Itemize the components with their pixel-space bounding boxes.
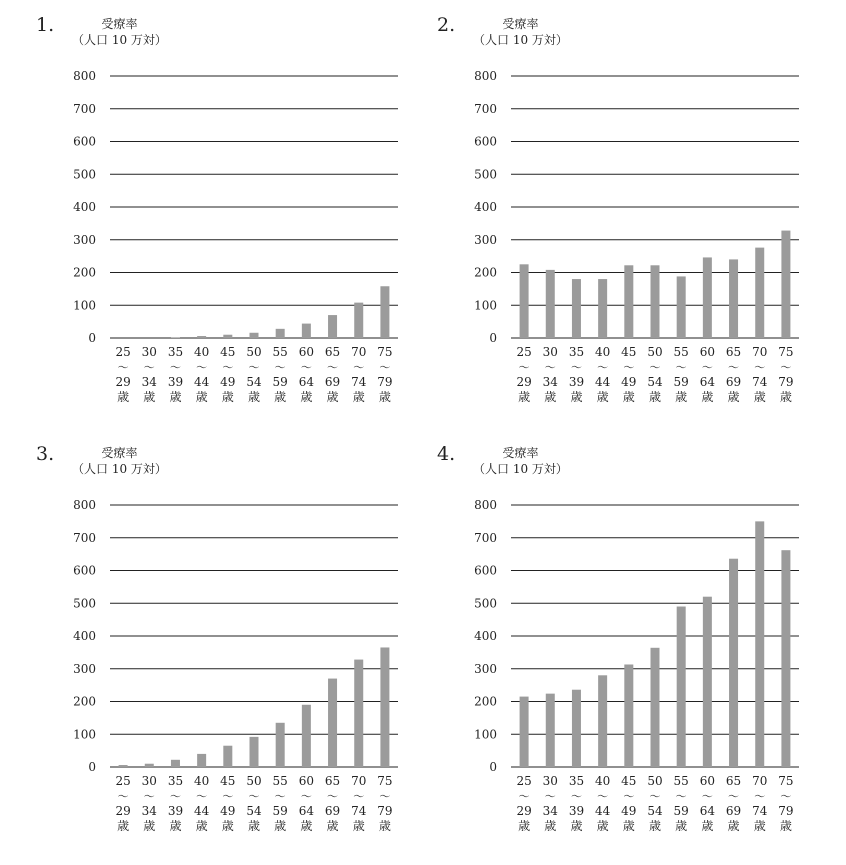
x-tick-label: 〜 bbox=[248, 790, 260, 803]
bar bbox=[276, 723, 285, 767]
bar bbox=[598, 675, 607, 767]
bar bbox=[651, 265, 660, 338]
y-tick-label: 300 bbox=[474, 232, 497, 247]
x-tick-label: 45 bbox=[621, 774, 637, 788]
x-tick-label: 49 bbox=[220, 375, 236, 389]
x-tick-label: 歳 bbox=[648, 819, 662, 833]
y-tick-label: 100 bbox=[474, 727, 497, 742]
bar bbox=[781, 231, 790, 338]
x-tick-label: 34 bbox=[141, 804, 157, 818]
x-tick-label: 74 bbox=[752, 804, 768, 818]
x-tick-label: 歳 bbox=[326, 390, 339, 404]
x-tick-label: 歳 bbox=[221, 390, 234, 404]
x-tick-label: 70 bbox=[351, 345, 367, 359]
bar bbox=[328, 679, 337, 767]
x-tick-label: 〜 bbox=[754, 790, 766, 803]
x-tick-label: 歳 bbox=[544, 390, 557, 404]
bar bbox=[729, 559, 738, 767]
x-tick-label: 49 bbox=[621, 375, 637, 389]
y-tick-label: 100 bbox=[73, 727, 96, 742]
x-tick-label: 70 bbox=[752, 345, 768, 359]
x-tick-label: 54 bbox=[246, 375, 262, 389]
x-tick-label: 〜 bbox=[649, 790, 661, 803]
x-tick-label: 25 bbox=[115, 774, 131, 788]
x-tick-label: 60 bbox=[699, 774, 716, 788]
x-tick-label: 歳 bbox=[352, 819, 365, 833]
y-tick-label: 800 bbox=[73, 69, 96, 83]
x-tick-label: 39 bbox=[167, 804, 184, 818]
x-tick-label: 歳 bbox=[518, 390, 531, 404]
x-tick-label: 65 bbox=[725, 774, 742, 788]
x-tick-label: 25 bbox=[516, 774, 532, 788]
bar bbox=[546, 694, 555, 767]
bar bbox=[380, 647, 389, 767]
bar-chart bbox=[36, 14, 446, 434]
x-tick-label: 歳 bbox=[274, 390, 287, 404]
x-tick-label: 〜 bbox=[274, 361, 286, 374]
x-tick-label: 79 bbox=[377, 375, 393, 389]
x-tick-label: 歳 bbox=[195, 390, 208, 404]
x-tick-label: 74 bbox=[752, 375, 768, 389]
x-tick-label: 歳 bbox=[169, 819, 182, 833]
y-tick-label: 800 bbox=[474, 69, 497, 83]
x-tick-label: 〜 bbox=[518, 361, 530, 374]
y-tick-label: 500 bbox=[73, 167, 96, 182]
x-tick-label: 40 bbox=[594, 774, 611, 788]
x-tick-label: 〜 bbox=[675, 361, 687, 374]
y-tick-label: 0 bbox=[489, 331, 497, 345]
bar bbox=[302, 324, 311, 338]
x-tick-label: 64 bbox=[298, 375, 315, 389]
x-tick-label: 29 bbox=[115, 804, 131, 818]
x-tick-label: 54 bbox=[647, 375, 663, 389]
bar bbox=[572, 279, 581, 338]
x-tick-label: 35 bbox=[568, 774, 585, 788]
bar bbox=[250, 333, 259, 338]
x-tick-label: 〜 bbox=[222, 361, 234, 374]
x-tick-label: 歳 bbox=[300, 819, 313, 833]
x-tick-label: 〜 bbox=[169, 790, 181, 803]
bar bbox=[354, 303, 363, 338]
x-tick-label: 44 bbox=[193, 804, 210, 818]
x-tick-label: 64 bbox=[699, 804, 716, 818]
x-tick-label: 〜 bbox=[143, 361, 155, 374]
x-tick-label: 29 bbox=[516, 375, 532, 389]
x-tick-label: 〜 bbox=[780, 361, 792, 374]
x-tick-label: 歳 bbox=[518, 819, 531, 833]
x-tick-label: 〜 bbox=[544, 361, 556, 374]
x-tick-label: 59 bbox=[272, 375, 288, 389]
x-tick-label: 69 bbox=[324, 804, 341, 818]
bar-chart bbox=[437, 443, 846, 863]
x-tick-label: 〜 bbox=[701, 790, 713, 803]
x-tick-label: 〜 bbox=[353, 361, 365, 374]
bar bbox=[223, 746, 232, 767]
x-tick-label: 〜 bbox=[728, 790, 740, 803]
x-tick-label: 69 bbox=[725, 375, 742, 389]
y-axis-title-line1: 受療率 bbox=[101, 446, 138, 460]
x-tick-label: 〜 bbox=[274, 790, 286, 803]
x-tick-label: 69 bbox=[324, 375, 341, 389]
bar bbox=[703, 257, 712, 338]
y-tick-label: 400 bbox=[474, 629, 497, 643]
x-tick-label: 歳 bbox=[378, 390, 391, 404]
x-tick-label: 〜 bbox=[143, 790, 155, 803]
x-tick-label: 75 bbox=[377, 774, 393, 788]
bar bbox=[572, 690, 581, 767]
x-tick-label: 〜 bbox=[728, 361, 740, 374]
x-tick-label: 〜 bbox=[754, 361, 766, 374]
x-tick-label: 65 bbox=[725, 345, 742, 359]
bar-chart bbox=[437, 14, 846, 434]
x-tick-label: 34 bbox=[542, 375, 558, 389]
x-tick-label: 44 bbox=[594, 804, 611, 818]
chart-panel-4 bbox=[437, 443, 846, 863]
x-tick-label: 歳 bbox=[622, 819, 635, 833]
x-tick-label: 〜 bbox=[518, 790, 530, 803]
bar bbox=[197, 336, 206, 338]
x-tick-label: 〜 bbox=[649, 361, 661, 374]
bar bbox=[302, 705, 311, 767]
chart-number: 2. bbox=[437, 14, 456, 36]
x-tick-label: 〜 bbox=[248, 361, 260, 374]
x-tick-label: 歳 bbox=[753, 819, 766, 833]
x-tick-label: 〜 bbox=[701, 361, 713, 374]
x-tick-label: 〜 bbox=[379, 361, 391, 374]
x-tick-label: 歳 bbox=[727, 819, 740, 833]
y-tick-label: 700 bbox=[73, 101, 96, 116]
x-tick-label: 歳 bbox=[779, 819, 792, 833]
y-tick-label: 300 bbox=[73, 232, 96, 247]
y-tick-label: 500 bbox=[474, 167, 497, 182]
y-axis-title-line1: 受療率 bbox=[502, 17, 539, 31]
bar bbox=[598, 279, 607, 338]
x-tick-label: 歳 bbox=[570, 390, 583, 404]
x-tick-label: 34 bbox=[542, 804, 558, 818]
x-tick-label: 〜 bbox=[300, 361, 312, 374]
x-tick-label: 40 bbox=[594, 345, 611, 359]
bar bbox=[171, 337, 180, 338]
x-tick-label: 55 bbox=[272, 345, 288, 359]
y-tick-label: 400 bbox=[474, 200, 497, 214]
x-tick-label: 〜 bbox=[300, 790, 312, 803]
x-tick-label: 〜 bbox=[196, 790, 208, 803]
x-tick-label: 64 bbox=[699, 375, 716, 389]
x-tick-label: 〜 bbox=[169, 361, 181, 374]
x-tick-label: 歳 bbox=[326, 819, 339, 833]
x-tick-label: 65 bbox=[324, 345, 341, 359]
x-tick-label: 歳 bbox=[544, 819, 557, 833]
y-tick-label: 700 bbox=[474, 530, 497, 545]
x-tick-label: 〜 bbox=[353, 790, 365, 803]
x-tick-label: 79 bbox=[778, 375, 794, 389]
y-tick-label: 700 bbox=[73, 530, 96, 545]
y-tick-label: 500 bbox=[474, 596, 497, 611]
bar bbox=[677, 607, 686, 767]
bar bbox=[624, 664, 633, 767]
x-tick-label: 〜 bbox=[327, 790, 339, 803]
x-tick-label: 50 bbox=[647, 774, 663, 788]
x-tick-label: 〜 bbox=[222, 790, 234, 803]
x-tick-label: 歳 bbox=[143, 819, 156, 833]
x-tick-label: 54 bbox=[246, 804, 262, 818]
x-tick-label: 〜 bbox=[196, 361, 208, 374]
y-tick-label: 0 bbox=[88, 760, 96, 774]
x-tick-label: 40 bbox=[193, 774, 210, 788]
bar bbox=[119, 765, 128, 767]
x-tick-label: 歳 bbox=[352, 390, 365, 404]
bar bbox=[755, 521, 764, 767]
x-tick-label: 45 bbox=[220, 774, 236, 788]
bar bbox=[328, 315, 337, 338]
y-axis-title-line1: 受療率 bbox=[101, 17, 138, 31]
bar bbox=[250, 737, 259, 767]
x-tick-label: 79 bbox=[377, 804, 393, 818]
x-tick-label: 25 bbox=[115, 345, 131, 359]
x-tick-label: 55 bbox=[673, 345, 689, 359]
y-tick-label: 100 bbox=[73, 298, 96, 313]
x-tick-label: 50 bbox=[647, 345, 663, 359]
y-axis-title-line2: （人口 10 万対） bbox=[72, 462, 167, 476]
x-tick-label: 60 bbox=[298, 345, 315, 359]
x-tick-label: 歳 bbox=[195, 819, 208, 833]
x-tick-label: 〜 bbox=[117, 361, 129, 374]
y-tick-label: 100 bbox=[474, 298, 497, 313]
x-tick-label: 75 bbox=[778, 774, 794, 788]
x-tick-label: 〜 bbox=[327, 361, 339, 374]
bar bbox=[781, 550, 790, 767]
x-tick-label: 49 bbox=[621, 804, 637, 818]
bar bbox=[755, 248, 764, 338]
x-tick-label: 60 bbox=[699, 345, 716, 359]
x-tick-label: 歳 bbox=[648, 390, 662, 404]
x-tick-label: 歳 bbox=[570, 819, 583, 833]
x-tick-label: 歳 bbox=[675, 390, 688, 404]
bar bbox=[276, 329, 285, 338]
y-tick-label: 600 bbox=[73, 563, 96, 578]
x-tick-label: 44 bbox=[594, 375, 611, 389]
x-tick-label: 29 bbox=[115, 375, 131, 389]
x-tick-label: 44 bbox=[193, 375, 210, 389]
bar bbox=[729, 259, 738, 338]
x-tick-label: 64 bbox=[298, 804, 315, 818]
bar bbox=[197, 754, 206, 767]
x-tick-label: 79 bbox=[778, 804, 794, 818]
x-tick-label: 歳 bbox=[701, 390, 714, 404]
x-tick-label: 34 bbox=[141, 375, 157, 389]
bar bbox=[223, 335, 232, 338]
y-tick-label: 200 bbox=[474, 265, 497, 280]
x-tick-label: 70 bbox=[351, 774, 367, 788]
x-tick-label: 〜 bbox=[544, 790, 556, 803]
x-tick-label: 30 bbox=[141, 774, 157, 788]
y-tick-label: 300 bbox=[474, 661, 497, 676]
x-tick-label: 69 bbox=[725, 804, 742, 818]
x-tick-label: 65 bbox=[324, 774, 341, 788]
x-tick-label: 30 bbox=[542, 345, 558, 359]
x-tick-label: 歳 bbox=[247, 390, 261, 404]
x-tick-label: 55 bbox=[673, 774, 689, 788]
y-tick-label: 800 bbox=[73, 498, 96, 512]
bar bbox=[354, 660, 363, 767]
y-axis-title-line2: （人口 10 万対） bbox=[473, 462, 568, 476]
y-tick-label: 800 bbox=[474, 498, 497, 512]
x-tick-label: 49 bbox=[220, 804, 236, 818]
x-tick-label: 45 bbox=[621, 345, 637, 359]
chart-number: 4. bbox=[437, 443, 456, 465]
x-tick-label: 74 bbox=[351, 375, 367, 389]
x-tick-label: 39 bbox=[568, 804, 585, 818]
y-tick-label: 200 bbox=[73, 694, 96, 709]
bar bbox=[624, 265, 633, 338]
x-tick-label: 〜 bbox=[570, 361, 582, 374]
bar-chart bbox=[36, 443, 446, 863]
y-tick-label: 200 bbox=[73, 265, 96, 280]
x-tick-label: 歳 bbox=[221, 819, 234, 833]
x-tick-label: 歳 bbox=[300, 390, 313, 404]
x-tick-label: 歳 bbox=[117, 390, 130, 404]
chart-number: 3. bbox=[36, 443, 55, 465]
x-tick-label: 歳 bbox=[779, 390, 792, 404]
x-tick-label: 75 bbox=[377, 345, 393, 359]
x-tick-label: 59 bbox=[673, 375, 689, 389]
y-axis-title-line2: （人口 10 万対） bbox=[473, 33, 568, 47]
x-tick-label: 40 bbox=[193, 345, 210, 359]
bar bbox=[703, 597, 712, 767]
x-tick-label: 25 bbox=[516, 345, 532, 359]
bar bbox=[520, 697, 529, 767]
y-axis-title-line1: 受療率 bbox=[502, 446, 539, 460]
x-tick-label: 歳 bbox=[622, 390, 635, 404]
bar bbox=[520, 264, 529, 338]
x-tick-label: 〜 bbox=[623, 790, 635, 803]
x-tick-label: 〜 bbox=[623, 361, 635, 374]
bar bbox=[677, 276, 686, 338]
x-tick-label: 39 bbox=[568, 375, 585, 389]
x-tick-label: 〜 bbox=[675, 790, 687, 803]
x-tick-label: 〜 bbox=[597, 790, 609, 803]
y-tick-label: 0 bbox=[489, 760, 497, 774]
x-tick-label: 50 bbox=[246, 345, 262, 359]
x-tick-label: 54 bbox=[647, 804, 663, 818]
bar bbox=[380, 286, 389, 338]
x-tick-label: 歳 bbox=[596, 390, 609, 404]
x-tick-label: 歳 bbox=[378, 819, 391, 833]
x-tick-label: 歳 bbox=[169, 390, 182, 404]
x-tick-label: 歳 bbox=[701, 819, 714, 833]
x-tick-label: 29 bbox=[516, 804, 532, 818]
y-tick-label: 400 bbox=[73, 629, 96, 643]
x-tick-label: 歳 bbox=[675, 819, 688, 833]
y-tick-label: 600 bbox=[73, 134, 96, 149]
x-tick-label: 35 bbox=[167, 345, 184, 359]
x-tick-label: 74 bbox=[351, 804, 367, 818]
x-tick-label: 35 bbox=[568, 345, 585, 359]
x-tick-label: 35 bbox=[167, 774, 184, 788]
x-tick-label: 〜 bbox=[570, 790, 582, 803]
x-tick-label: 70 bbox=[752, 774, 768, 788]
y-tick-label: 300 bbox=[73, 661, 96, 676]
x-tick-label: 歳 bbox=[596, 819, 609, 833]
x-tick-label: 〜 bbox=[379, 790, 391, 803]
x-tick-label: 60 bbox=[298, 774, 315, 788]
y-axis-title-line2: （人口 10 万対） bbox=[72, 33, 167, 47]
x-tick-label: 歳 bbox=[727, 390, 740, 404]
chart-panel-3 bbox=[36, 443, 446, 863]
bar bbox=[145, 764, 154, 767]
x-tick-label: 歳 bbox=[143, 390, 156, 404]
chart-panel-1 bbox=[36, 14, 446, 434]
x-tick-label: 歳 bbox=[753, 390, 766, 404]
x-tick-label: 50 bbox=[246, 774, 262, 788]
chart-panel-2 bbox=[437, 14, 846, 434]
bar bbox=[171, 760, 180, 767]
x-tick-label: 30 bbox=[542, 774, 558, 788]
x-tick-label: 39 bbox=[167, 375, 184, 389]
x-tick-label: 30 bbox=[141, 345, 157, 359]
y-tick-label: 200 bbox=[474, 694, 497, 709]
x-tick-label: 〜 bbox=[780, 790, 792, 803]
x-tick-label: 59 bbox=[673, 804, 689, 818]
x-tick-label: 〜 bbox=[117, 790, 129, 803]
y-tick-label: 400 bbox=[73, 200, 96, 214]
x-tick-label: 45 bbox=[220, 345, 236, 359]
x-tick-label: 歳 bbox=[247, 819, 261, 833]
x-tick-label: 75 bbox=[778, 345, 794, 359]
y-tick-label: 500 bbox=[73, 596, 96, 611]
x-tick-label: 歳 bbox=[274, 819, 287, 833]
x-tick-label: 59 bbox=[272, 804, 288, 818]
x-tick-label: 〜 bbox=[597, 361, 609, 374]
y-tick-label: 0 bbox=[88, 331, 96, 345]
bar bbox=[546, 270, 555, 338]
bar bbox=[651, 648, 660, 767]
y-tick-label: 700 bbox=[474, 101, 497, 116]
chart-number: 1. bbox=[36, 14, 55, 36]
x-tick-label: 55 bbox=[272, 774, 288, 788]
y-tick-label: 600 bbox=[474, 134, 497, 149]
y-tick-label: 600 bbox=[474, 563, 497, 578]
x-tick-label: 歳 bbox=[117, 819, 130, 833]
